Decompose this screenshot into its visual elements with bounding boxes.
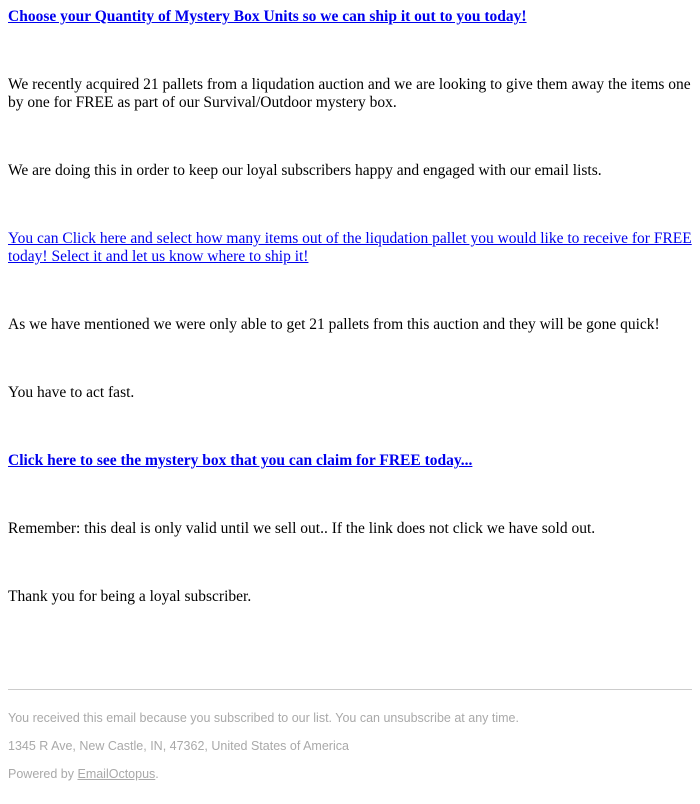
paragraph-limited-pallets: As we have mentioned we were only able to get 21 pallets from this auction and they will be gone quick! bbox=[8, 316, 660, 333]
paragraph-deal-validity: Remember: this deal is only valid until we sell out.. If the link does not click we have sold out. bbox=[8, 520, 596, 537]
footer-powered-by bbox=[8, 766, 159, 782]
emailoctopus-link[interactable]: EmailOctopus bbox=[77, 767, 156, 781]
footer-divider bbox=[8, 689, 692, 690]
paragraph-thank-you: Thank you for being a loyal subscriber. bbox=[8, 588, 252, 605]
paragraph-act-fast: You have to act fast. bbox=[8, 384, 135, 401]
footer-address: 1345 R Ave, New Castle, IN, 47362, United States of America bbox=[8, 739, 349, 753]
select-quantity-link[interactable]: You can Click here and select how many items out of the liqudation pallet you would like to receive for FREE today! Select it and let us know where to ship it! bbox=[8, 230, 692, 265]
select-quantity-paragraph bbox=[8, 230, 692, 266]
paragraph-acquired-pallets: We recently acquired 21 pallets from a liqudation auction and we are looking to give them away the items one by one for FREE as part of our Survival/Outdoor mystery box. bbox=[8, 76, 691, 111]
powered-by-prefix: Powered by bbox=[8, 767, 78, 781]
claim-paragraph bbox=[8, 452, 472, 470]
footer-subscription-note: You received this email because you subscribed to our list. You can unsubscribe at any time. bbox=[8, 711, 519, 725]
powered-by-suffix: . bbox=[155, 767, 159, 781]
claim-mystery-box-link[interactable]: Click here to see the mystery box that you can claim for FREE today... bbox=[8, 452, 473, 469]
paragraph-subscribers: We are doing this in order to keep our loyal subscribers happy and engaged with our email lists. bbox=[8, 162, 602, 179]
headline bbox=[8, 8, 527, 26]
headline-link[interactable]: Choose your Quantity of Mystery Box Units so we can ship it out to you today! bbox=[8, 8, 527, 25]
